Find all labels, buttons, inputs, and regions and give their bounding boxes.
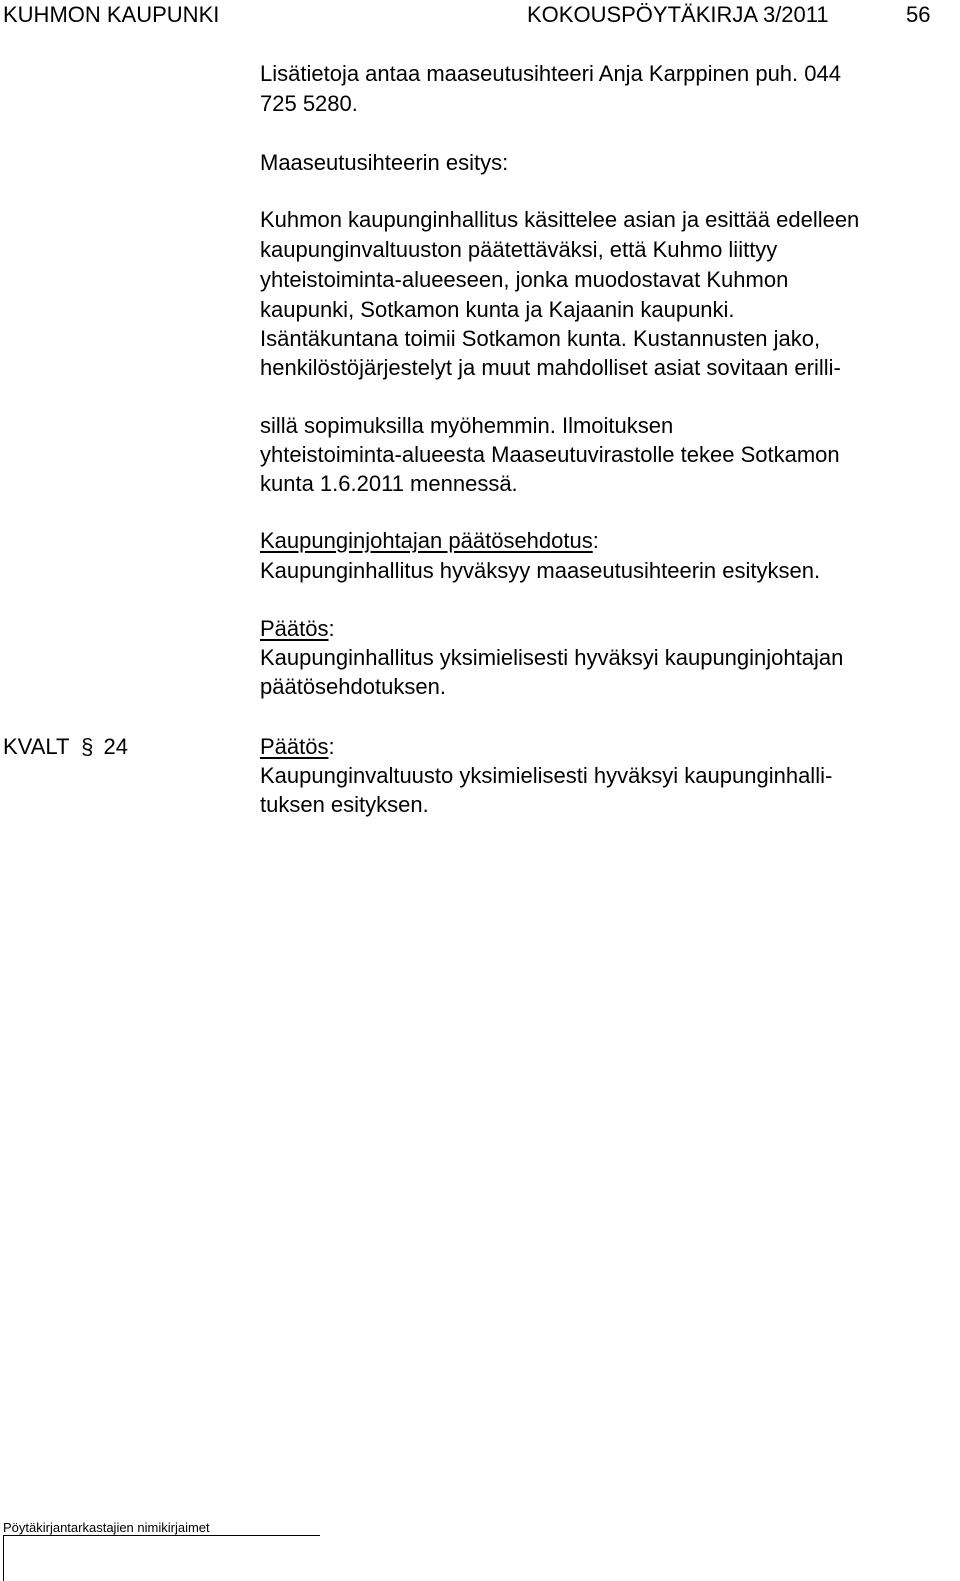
mayor-proposal-heading — [260, 526, 599, 556]
board-decision-heading-text: Päätös — [260, 616, 329, 641]
signature-box-edge — [3, 1536, 4, 1581]
proposal-heading: Maaseutusihteerin esitys: — [260, 150, 509, 175]
council-decision-line: tuksen esityksen. — [260, 792, 429, 817]
heading-colon: : — [328, 734, 335, 759]
council-decision-heading-text: Päätös — [260, 734, 329, 759]
proposal-line: yhteistoiminta-alueesta Maaseutuvirastolle tekee Sotkamon — [260, 442, 840, 467]
header-document-title: KOKOUSPÖYTÄKIRJA 3/2011 — [527, 2, 829, 27]
section-number: 24 — [103, 734, 129, 759]
mayor-proposal-heading-text: Kaupunginjohtajan päätösehdotus — [260, 528, 593, 553]
header-page-number: 56 — [906, 2, 931, 27]
council-decision-heading — [260, 732, 335, 762]
signature-label: Pöytäkirjantarkastajien nimikirjaimet — [3, 1520, 210, 1535]
board-decision-line: päätösehdotuksen. — [260, 674, 446, 699]
contact-info-line: Lisätietoja antaa maaseutusihteeri Anja Karppinen puh. 044 — [260, 61, 841, 86]
mayor-proposal-text: Kaupunginhallitus hyväksyy maaseutusihteerin esityksen. — [260, 558, 821, 583]
header-organization: KUHMON KAUPUNKI — [3, 2, 220, 27]
proposal-line: kaupunki, Sotkamon kunta ja Kajaanin kaupunki. — [260, 297, 735, 322]
board-decision-heading — [260, 614, 335, 644]
proposal-line: henkilöstöjärjestelyt ja muut mahdolliset asiat sovitaan erilli- — [260, 355, 841, 380]
section-reference — [3, 732, 128, 762]
section-symbol: § — [81, 734, 94, 759]
heading-colon: : — [592, 528, 599, 553]
proposal-line: Isäntäkuntana toimii Sotkamon kunta. Kustannusten jako, — [260, 326, 821, 351]
council-decision-line: Kaupunginvaltuusto yksimielisesti hyväksyi kaupunginhalli- — [260, 763, 833, 788]
proposal-line: sillä sopimuksilla myöhemmin. Ilmoituksen — [260, 413, 674, 438]
proposal-line: kunta 1.6.2011 mennessä. — [260, 471, 518, 496]
proposal-line: Kuhmon kaupunginhallitus käsittelee asian ja esittää edelleen — [260, 207, 860, 232]
section-label: KVALT — [3, 734, 70, 759]
contact-info-line: 725 5280. — [260, 91, 358, 116]
proposal-line: kaupunginvaltuuston päätettäväksi, että Kuhmo liittyy — [260, 237, 778, 262]
signature-line — [3, 1535, 320, 1536]
heading-colon: : — [328, 616, 335, 641]
board-decision-line: Kaupunginhallitus yksimielisesti hyväksyi kaupunginjohtajan — [260, 645, 844, 670]
proposal-line: yhteistoiminta-alueeseen, jonka muodostavat Kuhmon — [260, 267, 789, 292]
